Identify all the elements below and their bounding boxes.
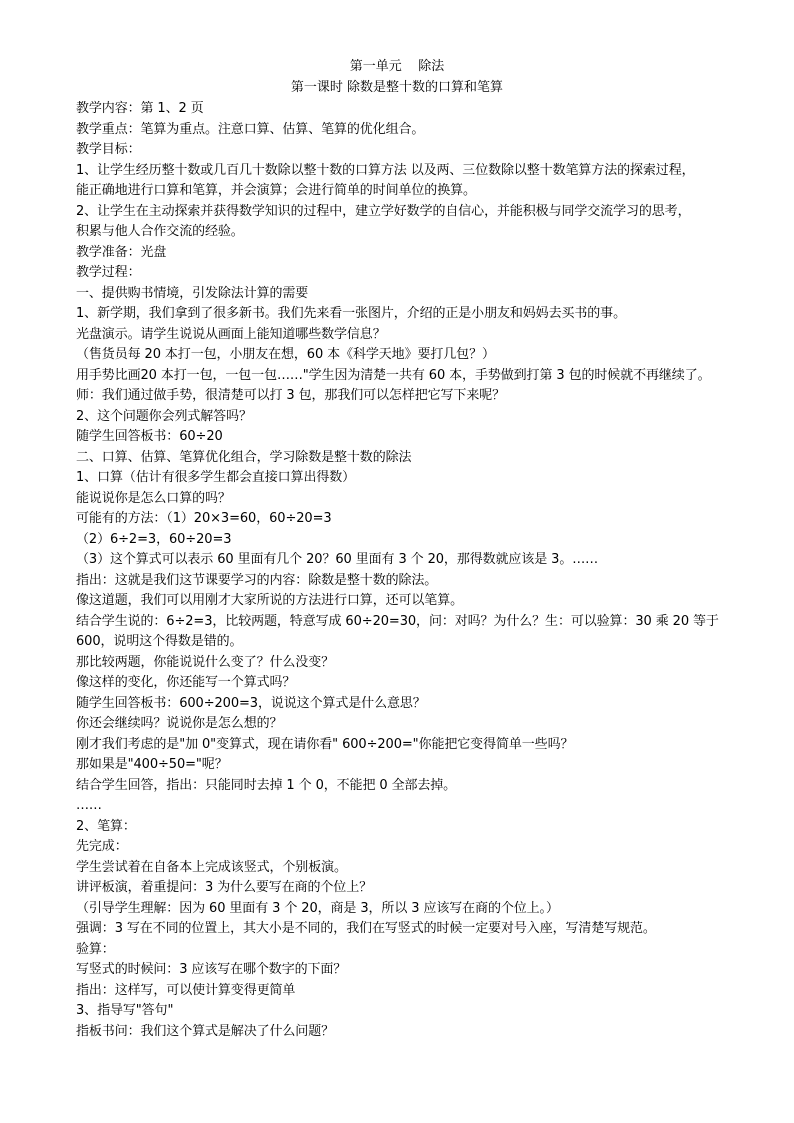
- lesson-title: 第一课时 除数是整十数的口算和笔算: [290, 80, 504, 95]
- text-line: 1、让学生经历整十数或几百几十数除以整十数的口算方法 以及两、三位数除以整十数笔算方法的探索过程，: [76, 162, 695, 178]
- text-line: 师：我们通过做手势，很清楚可以打 3 包，那我们可以怎样把它写下来呢？: [76, 388, 506, 403]
- unit-title: 第一单元 除法: [349, 59, 445, 74]
- text-line: 600，说明这个得数是错的。: [76, 634, 243, 649]
- text-line: 讲评板演，着重提问：3 为什么要写在商的个位上？: [76, 880, 373, 895]
- text-line: 1、新学期，我们拿到了很多新书。我们先来看一张图片，介绍的正是小朋友和妈妈去买书的事。: [76, 306, 626, 321]
- text-line: 能正确地进行口算和笔算，并会演算；会进行简单的时间单位的换算。: [76, 183, 476, 198]
- text-line: 那如果是"400÷50="呢？: [76, 757, 228, 772]
- text-line: 随学生回答板书：600÷200=3，说说这个算式是什么意思？: [76, 695, 426, 711]
- text-line: 验算：: [76, 941, 115, 957]
- text-line: 教学内容：第 1、2 页: [76, 101, 204, 116]
- document-body: [76, 99, 746, 1042]
- text-line: 光盘演示。请学生说说从画面上能知道哪些数学信息？: [76, 326, 386, 342]
- text-line: 能说说你是怎么口算的吗？: [76, 490, 231, 506]
- text-line: 强调：3 写在不同的位置上，其大小是不同的，我们在写竖式的时候一定要对号入座，写清楚写规范。: [76, 921, 656, 936]
- text-line: 2、这个问题你会列式解答吗？: [76, 408, 252, 424]
- text-line: 写竖式的时候问：3 应该写在哪个数字的下面？: [76, 962, 347, 977]
- text-line: 积累与他人合作交流的经验。: [76, 224, 244, 239]
- text-line: 那比较两题，你能说说什么变了？什么没变？: [76, 654, 335, 670]
- text-line: 2、笔算：: [76, 818, 136, 834]
- text-line: 3、指导写"答句": [76, 1003, 174, 1018]
- text-line: 二、口算、估算、笔算优化组合，学习除数是整十数的除法: [76, 449, 412, 465]
- text-line: 教学准备：光盘: [76, 244, 167, 260]
- text-line: ……: [76, 798, 102, 813]
- text-line: 教学过程：: [76, 265, 141, 280]
- text-line: 结合学生回答，指出：只能同时去掉 1 个 0，不能把 0 全部去掉。: [76, 777, 457, 793]
- text-line: 随学生回答板书：60÷20: [76, 429, 223, 444]
- text-line: 先完成：: [76, 839, 128, 854]
- text-line: 刚才我们考虑的是"加 0"变算式，现在请你看" 600÷200="你能把它变得简单一些吗？: [76, 736, 574, 752]
- text-line: 可能有的方法：（1）20×3=60，60÷20=3: [76, 511, 332, 526]
- text-line: （3）这个算式可以表示 60 里面有几个 20？60 里面有 3 个 20，那得数就应该是 3。……: [76, 552, 599, 567]
- text-line: 指出：这样写，可以使计算变得更简单: [76, 982, 296, 998]
- text-line: 像这道题，我们可以用刚才大家所说的方法进行口算，还可以笔算。: [76, 593, 464, 608]
- text-line: 教学重点：笔算为重点。注意口算、估算、笔算的优化组合。: [76, 121, 425, 137]
- text-line: 教学目标：: [76, 142, 141, 157]
- text-line: 2、让学生在主动探索并获得数学知识的过程中，建立学好数学的自信心，并能积极与同学交流学习的思考，: [76, 203, 691, 219]
- text-line: （2）6÷2=3，60÷20=3: [76, 531, 232, 547]
- text-line: 结合学生说的：6÷2=3，比较两题，特意写成 60÷20=30，问：对吗？为什么？生：可以验算：30 乘 20 等于: [76, 613, 719, 629]
- text-line: 你还会继续吗？说说你是怎么想的？: [76, 716, 283, 731]
- text-line: （售货员每 20 本打一包，小朋友在想，60 本《科学天地》要打几包？）: [76, 347, 495, 362]
- text-line: 学生尝试着在自备本上完成该竖式，个别板演。: [76, 859, 347, 875]
- text-line: 指出：这就是我们这节课要学习的内容：除数是整十数的除法。: [76, 572, 438, 588]
- text-line: 指板书问：我们这个算式是解决了什么问题？: [76, 1023, 335, 1039]
- text-line: 1、口算（估计有很多学生都会直接口算出得数）: [76, 470, 356, 485]
- text-line: （引导学生理解：因为 60 里面有 3 个 20，商是 3，所以 3 应该写在商的个位上。）: [76, 900, 559, 916]
- text-line: 用手势比画20 本打一包，一包一包……"学生因为清楚一共有 60 本，手势做到打第 3 包的时候就不再继续了。: [76, 367, 711, 383]
- text-line: 像这样的变化，你还能写一个算式吗？: [76, 675, 296, 690]
- text-line: 一、提供购书情境，引发除法计算的需要: [76, 285, 309, 301]
